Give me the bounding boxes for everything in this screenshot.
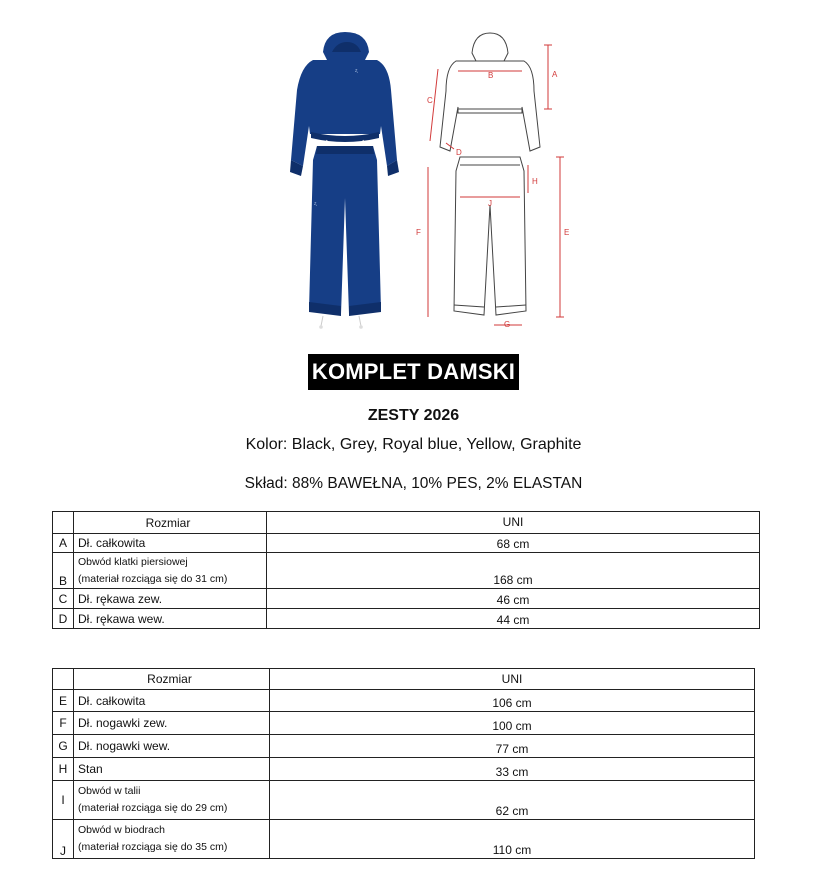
- row-letter: B: [53, 553, 74, 589]
- row-value: 100 cm: [270, 712, 755, 735]
- row-value: 44 cm: [267, 609, 760, 629]
- row-value: 106 cm: [270, 690, 755, 712]
- row-value: 110 cm: [270, 820, 755, 859]
- row-name: Dł. całkowita: [74, 690, 270, 712]
- size-header-uni: UNI: [270, 669, 755, 690]
- table-row: [53, 690, 755, 712]
- title-wrap: [0, 354, 827, 390]
- row-letter: A: [53, 534, 74, 553]
- label-e: E: [564, 228, 570, 237]
- pants: [309, 146, 381, 314]
- row-letter: C: [53, 589, 74, 609]
- table-row: [53, 758, 755, 781]
- row-letter: G: [53, 735, 74, 758]
- label-g: G: [504, 320, 511, 329]
- table-corner-cell: [53, 512, 74, 534]
- row-letter: J: [53, 820, 74, 859]
- size-header-label: Rozmiar: [74, 512, 267, 534]
- row-value: 46 cm: [267, 589, 760, 609]
- table-row: [53, 820, 755, 859]
- row-letter: F: [53, 712, 74, 735]
- row-value: 62 cm: [270, 781, 755, 820]
- size-header-uni: UNI: [267, 512, 760, 534]
- row-name: Dł. rękawa wew.: [74, 609, 267, 629]
- row-note: (materiał rozciąga się do 31 cm): [78, 572, 228, 585]
- table-row: [53, 534, 760, 553]
- row-value: 33 cm: [270, 758, 755, 781]
- row-name-cell: [74, 553, 267, 589]
- dimension-lines: [428, 45, 564, 325]
- row-letter: E: [53, 690, 74, 712]
- hoodie-outline: [440, 33, 540, 151]
- pants-waistband: [316, 146, 374, 154]
- table-row: [53, 609, 760, 629]
- label-d: D: [456, 148, 462, 157]
- measurement-diagram: [410, 25, 600, 335]
- composition: Skład: 88% BAWEŁNA, 10% PES, 2% ELASTAN: [244, 475, 583, 492]
- row-name: Dł. nogawki zew.: [74, 712, 270, 735]
- row-name-cell: [74, 820, 270, 859]
- row-letter: D: [53, 609, 74, 629]
- row-name: Stan: [74, 758, 270, 781]
- row-value: 168 cm: [267, 553, 760, 589]
- table-row: [53, 781, 755, 820]
- product-title: KOMPLET DAMSKI: [308, 354, 519, 390]
- color-list: Kolor: Black, Grey, Royal blue, Yellow, Graphite: [245, 436, 582, 453]
- row-note: (materiał rozciąga się do 35 cm): [78, 841, 228, 853]
- product-photo: [285, 30, 405, 330]
- row-letter: H: [53, 758, 74, 781]
- label-b: B: [488, 71, 494, 80]
- row-name: Obwód klatki piersiowej: [78, 555, 188, 568]
- pants-drawcord: [321, 316, 361, 326]
- toggle: [359, 325, 363, 329]
- table-row: [53, 735, 755, 758]
- row-name: Dł. całkowita: [74, 534, 267, 553]
- row-value: 77 cm: [270, 735, 755, 758]
- table-corner-cell: [53, 669, 74, 690]
- table-row: [53, 589, 760, 609]
- pants-logo: ʐ: [314, 201, 317, 207]
- pants-size-table: [52, 668, 755, 859]
- pants-outline: [454, 157, 526, 315]
- row-name-cell: [74, 781, 270, 820]
- pants-hem: [309, 302, 381, 316]
- row-name: Dł. nogawki wew.: [74, 735, 270, 758]
- label-c: C: [427, 96, 433, 105]
- table-header-row: [53, 669, 755, 690]
- label-f: F: [416, 228, 421, 237]
- label-h: H: [532, 177, 538, 186]
- table-row: [53, 553, 760, 589]
- label-a: A: [552, 70, 558, 79]
- size-header-label: Rozmiar: [74, 669, 270, 690]
- collection-name: ZESTY 2026: [367, 407, 460, 424]
- row-name: Dł. rękawa zew.: [74, 589, 267, 609]
- row-name: Obwód w talii: [78, 785, 141, 797]
- row-note: (materiał rozciąga się do 29 cm): [78, 802, 228, 814]
- hoodie-size-table: [52, 511, 760, 629]
- row-value: 68 cm: [267, 534, 760, 553]
- table-header-row: [53, 512, 760, 534]
- row-name: Obwód w biodrach: [78, 824, 165, 836]
- row-letter: I: [53, 781, 74, 820]
- toggle: [319, 325, 323, 329]
- table-row: [53, 712, 755, 735]
- hoodie-logo: ʐ: [355, 68, 358, 74]
- label-j: J: [488, 199, 492, 208]
